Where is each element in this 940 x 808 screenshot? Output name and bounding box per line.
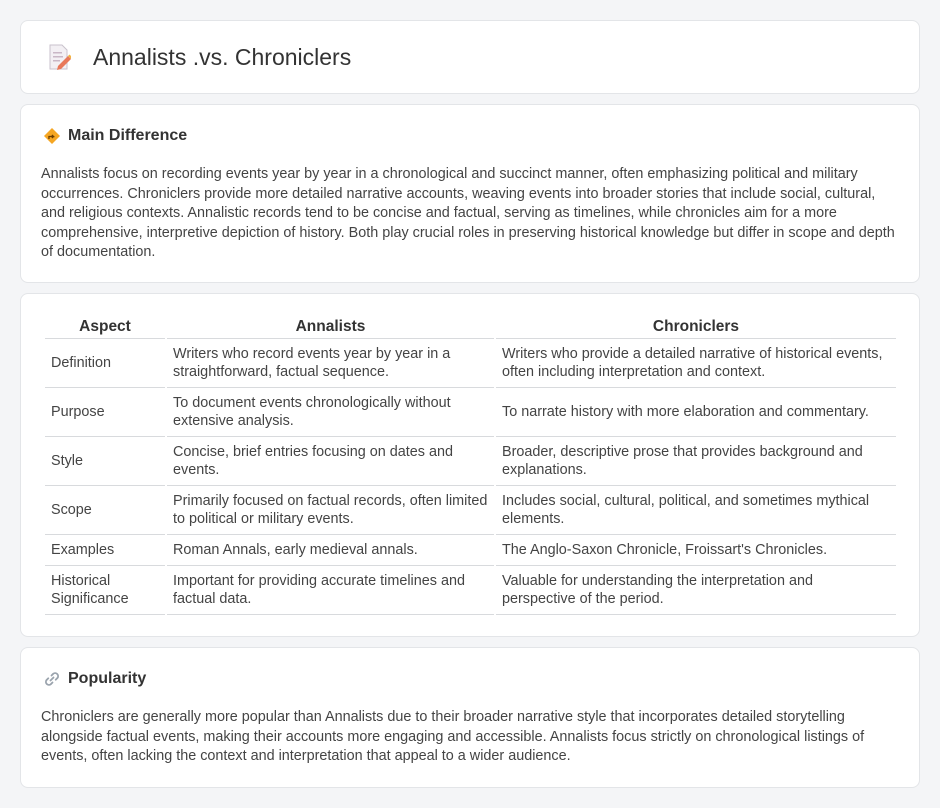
cell-chroniclers: Writers who provide a detailed narrative of historical events, often including interpretation and context. xyxy=(496,339,896,388)
cell-chroniclers: Valuable for understanding the interpretation and perspective of the period. xyxy=(496,566,896,615)
document-pencil-icon xyxy=(47,43,71,71)
table-row xyxy=(45,535,896,566)
cell-chroniclers: To narrate history with more elaboration and commentary. xyxy=(496,388,896,437)
title-row xyxy=(47,43,351,71)
cell-annalists: Writers who record events year by year in a straightforward, factual sequence. xyxy=(167,339,494,388)
header-chroniclers: Chroniclers xyxy=(496,317,896,339)
cell-aspect: Purpose xyxy=(45,388,165,437)
main-difference-header xyxy=(43,127,187,145)
cell-annalists: Primarily focused on factual records, often limited to political or military events. xyxy=(167,486,494,535)
cell-aspect: Historical Significance xyxy=(45,566,165,615)
cell-aspect: Definition xyxy=(45,339,165,388)
table-row xyxy=(45,437,896,486)
table-row xyxy=(45,339,896,388)
popularity-card xyxy=(20,647,920,788)
link-icon xyxy=(43,670,61,688)
cell-chroniclers: Includes social, cultural, political, and sometimes mythical elements. xyxy=(496,486,896,535)
table-row xyxy=(45,486,896,535)
cell-annalists: Important for providing accurate timelines and factual data. xyxy=(167,566,494,615)
cell-annalists: Concise, brief entries focusing on dates and events. xyxy=(167,437,494,486)
cell-chroniclers: The Anglo-Saxon Chronicle, Froissart's Chronicles. xyxy=(496,535,896,566)
main-difference-heading: Main Difference xyxy=(68,127,188,144)
header-annalists: Annalists xyxy=(167,317,494,339)
cell-annalists: To document events chronologically without extensive analysis. xyxy=(167,388,494,437)
cell-aspect: Examples xyxy=(45,535,165,566)
page-title: Annalists .vs. Chroniclers xyxy=(93,43,352,70)
cell-aspect: Scope xyxy=(45,486,165,535)
popularity-header xyxy=(43,670,146,688)
popularity-text: Chroniclers are generally more popular than Annalists due to their broader narrative style that incorporates detailed storytelling alongside factual events, making their accounts more engaging and accessible. Annalists focus strictly on chronological listings of events, often lacking the context and interpretation that appeal to a wider audience. xyxy=(41,709,865,765)
diamond-sign-icon xyxy=(43,127,61,145)
comparison-table xyxy=(43,317,898,615)
cell-annalists: Roman Annals, early medieval annals. xyxy=(167,535,494,566)
main-difference-text: Annalists focus on recording events year by year in a chronological and succinct manner, often emphasizing political and military occurrences. Chroniclers provide more detailed narrative accounts, weaving events into broader stories that include social, cultural, and religious contexts. Annalistic records tend to be concise and factual, serving as timelines, while chronicles aim for a more comprehensive, interpretive depiction of history. Both play crucial roles in preserving historical knowledge but differ in scope and depth of documentation. xyxy=(41,166,895,261)
title-card xyxy=(20,20,920,94)
header-aspect: Aspect xyxy=(45,317,165,339)
cell-aspect: Style xyxy=(45,437,165,486)
table-header-row xyxy=(45,317,896,339)
comparison-table-card xyxy=(20,293,920,637)
cell-chroniclers: Broader, descriptive prose that provides background and explanations. xyxy=(496,437,896,486)
main-difference-card xyxy=(20,104,920,283)
popularity-heading: Popularity xyxy=(68,670,147,687)
table-row xyxy=(45,388,896,437)
table-row xyxy=(45,566,896,615)
